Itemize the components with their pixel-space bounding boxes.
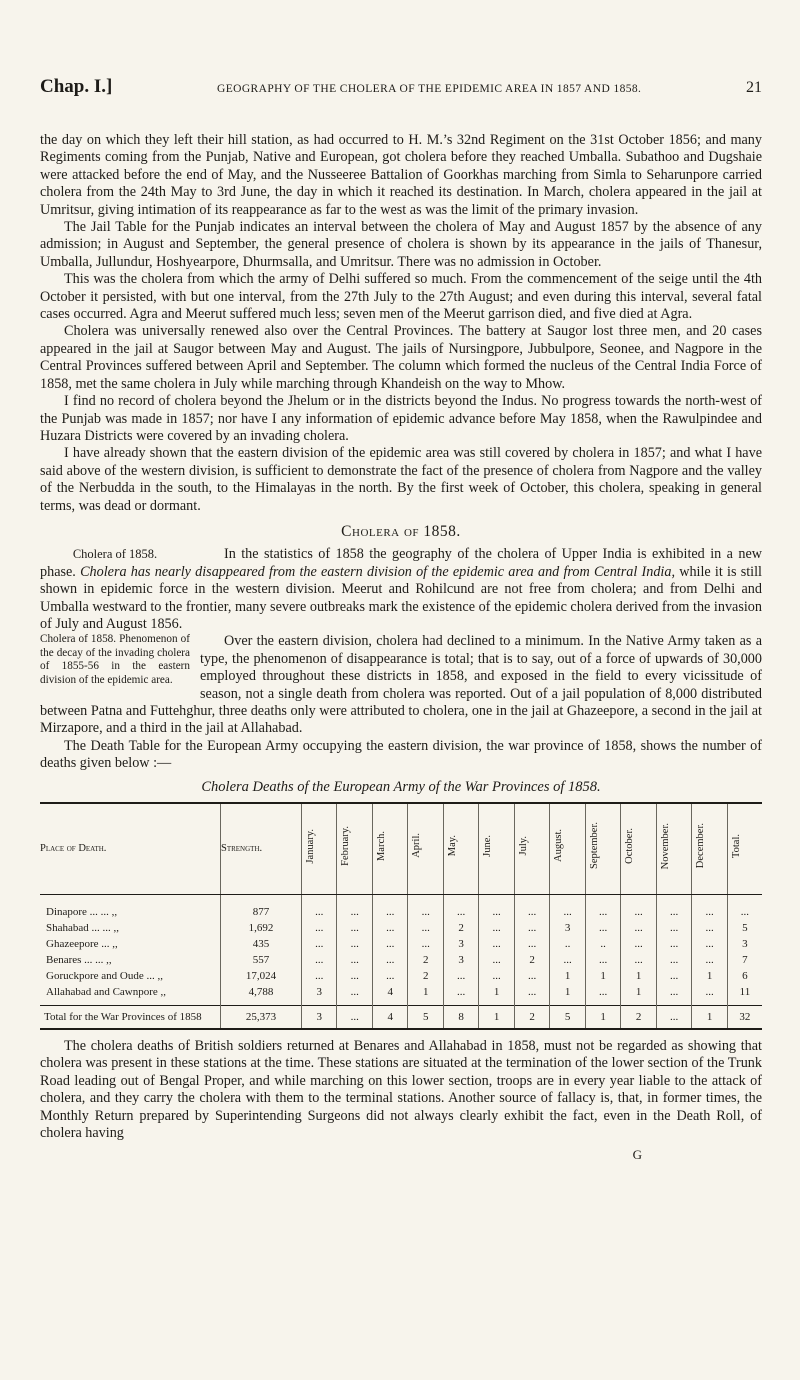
table-cell: Goruckpore and Oude ... ,, — [46, 970, 163, 983]
header-march-label: March. — [375, 830, 387, 861]
header-strength: Strength. — [221, 803, 302, 895]
table-cell: ... — [514, 968, 549, 984]
table-cell: 1 — [621, 968, 656, 984]
table-cell: ... — [656, 895, 691, 921]
header-may-label: May. — [446, 835, 458, 857]
table-total-cell: 4 — [372, 1006, 407, 1030]
table-cell: 11 — [727, 984, 762, 1006]
table-cell: 1 — [621, 984, 656, 1006]
paragraph-3: This was the cholera from which the army of Delhi suffered so much. From the commencement of the seige until the 4th October it persisted, with but one interval, from the 27th July to the 27th August; and even during this interval, several fatal cases occurred. Agra and Meerut suffered much less; seven men of the Meerut garrison died, and five died at Agra. — [40, 271, 762, 323]
paragraph-1858-a — [40, 546, 762, 633]
table-cell: ... — [302, 920, 337, 936]
table-cell: Dinapore ... ... ,, — [46, 906, 118, 919]
paragraph-1: the day on which they left their hill station, as had occurred to H. M.’s 32nd Regiment on the 31st October 1856; and many Regiments coming from the Punjab, Native and European, got cholera before they reached Umballa. Subathoo and Dugshaie were attacked before the end of May, and the Nusseeree Battalion of Goorkhas marching from Simla to Seharunpore carried cholera from the 24th May to 3rd June, the day in which it reached its destination. In March, cholera appeared in the jail at Umritsur, giving intimation of its reappearance as far to the west as was the limit of the primary invasion. — [40, 132, 762, 218]
table-cell: ... — [621, 895, 656, 921]
table-total-cell: 8 — [443, 1006, 478, 1030]
header-july-label: July. — [517, 836, 529, 856]
table-cell: ... — [550, 895, 585, 921]
table-cell: ... — [585, 920, 620, 936]
table-cell: ... — [692, 895, 727, 921]
header-may — [443, 803, 478, 895]
table-cell: 2 — [408, 968, 443, 984]
table-cell: 4,788 — [221, 984, 302, 1006]
table-cell: 17,024 — [221, 968, 302, 984]
table-row — [40, 984, 762, 1006]
table-cell: 3 — [443, 952, 478, 968]
table-cell: ... — [656, 952, 691, 968]
table-cell: 1 — [550, 968, 585, 984]
header-december — [692, 803, 727, 895]
table-cell: ... — [443, 968, 478, 984]
table-cell: ... — [550, 952, 585, 968]
table-header-row — [40, 803, 762, 895]
header-february-label: February. — [340, 825, 352, 866]
table-total-cell: 1 — [479, 1006, 514, 1030]
paragraph-1858-a-rest: while it is still shown in epidemic force in the western division. Meerut and Rohilcund are not free from cholera; and from Delhi and Umballa westward to the frontier, many severe outbreaks mark the existence of the epidemic cholera derived from the invasion of July and August 1856. — [40, 563, 762, 632]
table-cell: 3 — [302, 984, 337, 1006]
header-october-label: October. — [624, 827, 636, 864]
table-cell: .. — [550, 936, 585, 952]
header-april — [408, 803, 443, 895]
chapter-label: Chap. I.] — [40, 76, 113, 97]
table-cell: Shahabad ... ... ,, — [46, 922, 120, 935]
table-cell: ... — [514, 984, 549, 1006]
table-cell: ... — [621, 920, 656, 936]
table-cell: Allahabad and Cawnpore ,, — [46, 986, 167, 999]
table-cell: ... — [302, 952, 337, 968]
table-total-cell: 2 — [621, 1006, 656, 1030]
paragraph-2: The Jail Table for the Punjab indicates an interval between the cholera of May and August 1857 by the absence of any admission; in August and September, the general presence of cholera is shown by its appearance in the jails of Thanesur, Umballa, Jullundur, Hoshyearpore, Dhurmsalla, and Umritsur. There was no admission in October. — [40, 219, 762, 270]
table-cell: ... — [656, 984, 691, 1006]
table-cell: ... — [337, 968, 372, 984]
table-cell: 1 — [550, 984, 585, 1006]
paragraph-after-table: The cholera deaths of British soldiers returned at Benares and Allahabad in 1858, must not be regarded as showing that cholera was present in these stations at the time. These stations are situated at the termination of the lower section of the Trunk Road leading out of Bengal Proper, and while marching on this lower section, troops are in every year liable to the attack of cholera, and they carry the cholera with them to the terminal stations. Another source of fallacy is, that, in former times, the Monthly Return prepared by Superintending Surgeons did not always clearly exhibit the fact, even in the Death Roll, of cholera having — [40, 1038, 762, 1142]
header-place: Place of Death. — [40, 803, 221, 895]
table-cell: ... — [692, 952, 727, 968]
table-cell: ... — [302, 936, 337, 952]
table-row — [40, 968, 762, 984]
table-cell: ... — [372, 936, 407, 952]
table-cell: Benares ... ... ,, — [46, 954, 112, 967]
table-cell: ... — [443, 984, 478, 1006]
table-cell: ... — [372, 968, 407, 984]
header-october — [621, 803, 656, 895]
table-cell: ... — [337, 895, 372, 921]
table-cell: 3 — [443, 936, 478, 952]
table-row — [40, 936, 762, 952]
table-cell: 2 — [514, 952, 549, 968]
table-cell: 1 — [408, 984, 443, 1006]
header-april-label: April. — [411, 833, 423, 859]
table-cell: ... — [337, 936, 372, 952]
table-cell: ... — [337, 920, 372, 936]
table-cell: ... — [372, 895, 407, 921]
table-total-cell: 25,373 — [221, 1006, 302, 1030]
section-heading: Cholera of 1858. — [341, 522, 461, 540]
table-cell: ... — [727, 895, 762, 921]
table-cell: 2 — [443, 920, 478, 936]
table-cell: ... — [408, 936, 443, 952]
table-cell: 1,692 — [221, 920, 302, 936]
table-cell: 1 — [585, 968, 620, 984]
table-cell: ... — [692, 920, 727, 936]
header-june-label: June. — [482, 834, 494, 857]
paragraph-6: I have already shown that the eastern division of the epidemic area was still covered by cholera in 1857; and what I have said above of the western division, is sufficient to demonstrate the fact of the presence of cholera from Nagpore and the valley of the Nerbudda in the south, to the Himalayas in the north. By the first week of October, this cholera, speaking in general terms, was dead or dormant. — [40, 445, 762, 514]
table-cell: ... — [514, 920, 549, 936]
table-cell: 1 — [692, 968, 727, 984]
table-cell: .. — [585, 936, 620, 952]
header-july — [514, 803, 549, 895]
table-cell: ... — [337, 952, 372, 968]
table-cell: ... — [479, 968, 514, 984]
table-cell: ... — [514, 895, 549, 921]
table-body — [40, 895, 762, 1030]
table-cell: ... — [692, 984, 727, 1006]
table-cell: 435 — [221, 936, 302, 952]
table-cell: ... — [302, 968, 337, 984]
table-cell: 3 — [727, 936, 762, 952]
header-september — [585, 803, 620, 895]
header-january — [302, 803, 337, 895]
header-september-label: September. — [588, 822, 600, 870]
table-row — [40, 895, 762, 921]
running-header — [40, 76, 762, 98]
table-cell: ... — [621, 952, 656, 968]
table-cell: ... — [479, 920, 514, 936]
table-total-cell: ... — [656, 1006, 691, 1030]
table-total-cell: 1 — [692, 1006, 727, 1030]
table-cell: 4 — [372, 984, 407, 1006]
table-cell: 6 — [727, 968, 762, 984]
table-cell: ... — [302, 895, 337, 921]
header-january-label: January. — [305, 828, 316, 864]
table-total-cell: 5 — [408, 1006, 443, 1030]
header-march — [372, 803, 407, 895]
sidenote-2: Cholera of 1858. Phenomenon of the decay of the invading cholera of 1855-56 in the eastern division of the epidemic area. — [40, 633, 190, 686]
table-row — [40, 920, 762, 936]
paragraph-1858-a-italic: Cholera has nearly disappeared from the eastern division of the epidemic area and from Central India, — [80, 563, 675, 580]
table-total-cell: 1 — [585, 1006, 620, 1030]
header-february — [337, 803, 372, 895]
table-cell: 5 — [727, 920, 762, 936]
table-cell: Ghazeepore ... ,, — [46, 938, 118, 951]
page-body — [40, 132, 762, 1164]
table-cell: ... — [585, 984, 620, 1006]
table-cell: ... — [514, 936, 549, 952]
table-cell: ... — [656, 968, 691, 984]
table-cell: 557 — [221, 952, 302, 968]
table-row — [40, 952, 762, 968]
table-total-cell: 32 — [727, 1006, 762, 1030]
header-total — [727, 803, 762, 895]
table-cell: ... — [372, 920, 407, 936]
header-total-label: Total. — [730, 833, 742, 858]
running-title: GEOGRAPHY OF THE CHOLERA OF THE EPIDEMIC AREA IN 1857 AND 1858. — [217, 83, 642, 95]
table-cell: ... — [372, 952, 407, 968]
table-cell: ... — [408, 920, 443, 936]
table-total-row — [40, 1006, 762, 1030]
table-cell: ... — [479, 952, 514, 968]
header-august-label: August. — [553, 829, 565, 863]
table-cell: ... — [585, 952, 620, 968]
signature-mark: G — [632, 1147, 642, 1163]
header-november-label: November. — [659, 822, 671, 870]
paragraph-1858-b-text: Over the eastern division, cholera had declined to a minimum. In the Native Army taken as a type, the phenomenon of disappearance is total; that is to say, out of a force of upwards of 30,000 employed throughout these districts in 1858, and exposed in the field to every vicissitude of season, not a single death from cholera was reported. Out of a jail population of 8,000 distributed between Patna and Futtehghur, three deaths only were attributed to cholera, one in the jail at Ghazeepore, a second in the jail at Mirzapore, and a third in the jail at Allahabad. — [40, 633, 762, 737]
table-cell: ... — [337, 984, 372, 1006]
table-cell: ... — [479, 936, 514, 952]
header-december-label: December. — [695, 823, 707, 869]
table-cell: ... — [585, 895, 620, 921]
table-cell: 2 — [408, 952, 443, 968]
table-cell: ... — [408, 895, 443, 921]
table-total-cell: 3 — [302, 1006, 337, 1030]
table-cell: ... — [621, 936, 656, 952]
deaths-table — [40, 802, 762, 1030]
header-june — [479, 803, 514, 895]
paragraph-1858-b — [40, 633, 762, 737]
paragraph-5: I find no record of cholera beyond the Jhelum or in the districts beyond the Indus. No progress towards the north-west of the Punjab was made in 1857; nor have I any information of epidemic advance before May 1858, when the Rawulpindee and Huzara Districts were covered by an invading cholera. — [40, 393, 762, 444]
paragraph-1858-a-start: In the statistics of 1858 the geography of the cholera of Upper India is exhibited in a new phase. — [40, 546, 762, 580]
table-cell: 877 — [221, 895, 302, 921]
sidenote-1: Cholera of 1858. — [72, 547, 158, 562]
table-cell: 7 — [727, 952, 762, 968]
table-total-cell: 5 — [550, 1006, 585, 1030]
table-cell: ... — [443, 895, 478, 921]
table-cell: 1 — [479, 984, 514, 1006]
header-august — [550, 803, 585, 895]
table-total-cell: ... — [337, 1006, 372, 1030]
page-number: 21 — [746, 79, 762, 96]
table-cell: ... — [656, 936, 691, 952]
table-cell: ... — [692, 936, 727, 952]
table-total-cell: Total for the War Provinces of 1858 — [40, 1006, 221, 1030]
paragraph-1858-c: The Death Table for the European Army occupying the eastern division, the war province of 1858, shows the number of deaths given below :— — [40, 737, 762, 772]
paragraph-4: Cholera was universally renewed also over the Central Provinces. The battery at Saugor lost three men, and 20 cases appeared in the jail at Saugor between May and August. The jails of Nursingpore, Jubbulpore, Seonee, and Nagpore in the Central Provinces suffered between April and September. The column which formed the nucleus of the Central India Force of 1858, met the same cholera in July while marching through Khandeish on the way to Mhow. — [40, 323, 762, 392]
header-november — [656, 803, 691, 895]
table-cell: ... — [479, 895, 514, 921]
table-cell: 3 — [550, 920, 585, 936]
table-cell: ... — [656, 920, 691, 936]
table-total-cell: 2 — [514, 1006, 549, 1030]
table-caption: Cholera Deaths of the European Army of the War Provinces of 1858. — [201, 778, 601, 795]
